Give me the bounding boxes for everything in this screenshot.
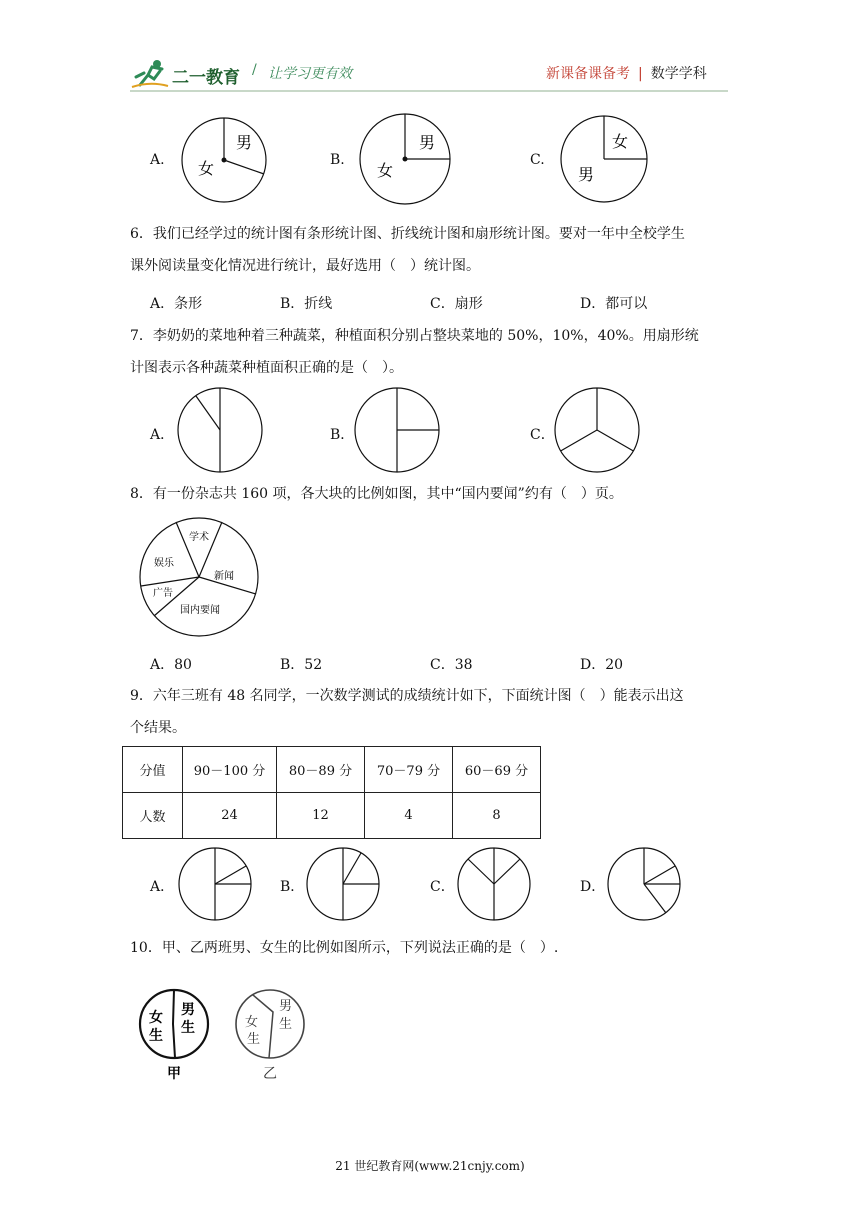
table-cell: 60－69 分: [453, 747, 541, 793]
q5-a-small-label: 男: [236, 133, 253, 152]
q9-option-b-letter[interactable]: B．: [280, 879, 305, 895]
q10-jia-girls-2: 生: [149, 1028, 163, 1044]
q5-c-small-label: 女: [612, 132, 629, 151]
header-divider-slash: /: [252, 62, 257, 78]
table-row: [123, 793, 541, 839]
q5-option-b-letter[interactable]: B.: [330, 152, 345, 168]
q10-jia-caption: 甲: [167, 1066, 181, 1080]
q8-label-ads: 广告: [153, 588, 173, 599]
table-cell: 人数: [123, 793, 183, 839]
q7-option-a-letter[interactable]: A．: [150, 427, 175, 443]
q9-option-d-letter[interactable]: D．: [580, 879, 606, 895]
header-rule: [130, 90, 728, 92]
table-cell: 80－89 分: [277, 747, 365, 793]
header-slogan: 让学习更有效: [268, 66, 352, 82]
q5-option-c-letter[interactable]: C.: [530, 152, 545, 168]
q8-option-c[interactable]: C．38: [430, 657, 473, 673]
q10-yi-boys-2: 生: [279, 1017, 293, 1032]
q6-option-b[interactable]: B．折线: [280, 296, 333, 312]
q7-option-b-pie[interactable]: [353, 386, 443, 476]
q9-option-d-pie[interactable]: [606, 846, 684, 924]
q8-label-news: 新闻: [214, 571, 234, 582]
q6-option-d[interactable]: D．都可以: [580, 296, 648, 312]
q9-option-a-pie[interactable]: [177, 846, 255, 924]
q8-option-d[interactable]: D．20: [580, 657, 624, 673]
logo-text: 二一教育: [172, 68, 240, 88]
q8-option-a[interactable]: A．80: [150, 657, 192, 673]
q5-option-b-pie[interactable]: [357, 112, 453, 208]
q10-line-1: 10．甲、乙两班男、女生的比例如图所示，下列说法正确的是（ ）.: [130, 940, 559, 956]
table-cell: 4: [365, 793, 453, 839]
q8-label-academic: 学术: [189, 532, 209, 543]
q7-option-c-letter[interactable]: C．: [530, 427, 555, 443]
table-cell: 分值: [123, 747, 183, 793]
q7-option-c-pie[interactable]: [553, 386, 643, 476]
q9-score-table: [122, 746, 541, 839]
q5-b-small-label: 男: [419, 133, 436, 152]
q5-option-a-pie[interactable]: [178, 116, 270, 206]
q6-line-1: 6．我们已经学过的统计图有条形统计图、折线统计图和扇形统计图。要对一年中全校学生: [130, 226, 685, 242]
q9-option-c-pie[interactable]: [456, 846, 534, 924]
q6-option-a[interactable]: A．条形: [150, 296, 203, 312]
table-cell: 70－79 分: [365, 747, 453, 793]
table-cell: 8: [453, 793, 541, 839]
q5-option-a-letter[interactable]: A.: [150, 152, 165, 168]
q8-label-domestic-news: 国内要闻: [180, 605, 220, 616]
q8-line-1: 8．有一份杂志共 160 项，各大块的比例如图，其中“国内要闻”约有（ ）页。: [130, 486, 623, 502]
q6-line-2: 课外阅读量变化情况进行统计，最好选用（ ）统计图。: [130, 258, 480, 274]
header-separator: |: [638, 66, 643, 82]
table-row: [123, 747, 541, 793]
header-label-subject: 数学学科: [650, 66, 707, 82]
q7-line-2: 计图表示各种蔬菜种植面积正确的是（ ）。: [130, 360, 403, 376]
q7-line-1: 7．李奶奶的菜地种着三种蔬菜，种植面积分别占整块菜地的 50%，10%，40%。用扇形统: [130, 328, 699, 344]
q5-b-large-label: 女: [377, 161, 394, 180]
q8-option-b[interactable]: B．52: [280, 657, 323, 673]
q10-jia-girls-1: 女: [149, 1010, 163, 1026]
header-right: [546, 63, 707, 83]
page-footer: 21 世纪教育网(www.21cnjy.com): [335, 1159, 525, 1173]
q10-yi-caption: 乙: [263, 1066, 277, 1080]
q8-label-entertainment: 娱乐: [154, 558, 174, 569]
q9-option-a-letter[interactable]: A．: [150, 879, 175, 895]
q7-option-a-pie[interactable]: [176, 386, 266, 476]
table-cell: 24: [183, 793, 277, 839]
q9-line-1: 9．六年三班有 48 名同学，一次数学测试的成绩统计如下，下面统计图（ ）能表示出这: [130, 688, 684, 704]
q9-line-2: 个结果。: [130, 720, 186, 736]
table-cell: 90－100 分: [183, 747, 277, 793]
q8-magazine-pie: [138, 516, 262, 640]
q10-yi-boys-1: 男: [279, 999, 293, 1014]
q5-option-c-pie[interactable]: [558, 114, 650, 206]
q5-c-large-label: 男: [578, 165, 595, 184]
q6-option-c[interactable]: C．扇形: [430, 296, 483, 312]
q10-class-yi-pie: [229, 988, 313, 1080]
q10-jia-boys-1: 男: [181, 1002, 195, 1018]
q9-option-c-letter[interactable]: C．: [430, 879, 455, 895]
q9-option-b-pie[interactable]: [305, 846, 383, 924]
q7-option-b-letter[interactable]: B．: [330, 427, 355, 443]
q10-yi-girls-2: 生: [247, 1032, 261, 1047]
header-label-prep: 新课备课备考: [546, 66, 630, 82]
q10-jia-boys-2: 生: [181, 1020, 195, 1036]
table-cell: 12: [277, 793, 365, 839]
q5-a-large-label: 女: [198, 159, 215, 178]
q10-class-jia-pie: [133, 988, 217, 1080]
q10-yi-girls-1: 女: [245, 1015, 259, 1030]
logo-runner-icon: [130, 57, 170, 89]
